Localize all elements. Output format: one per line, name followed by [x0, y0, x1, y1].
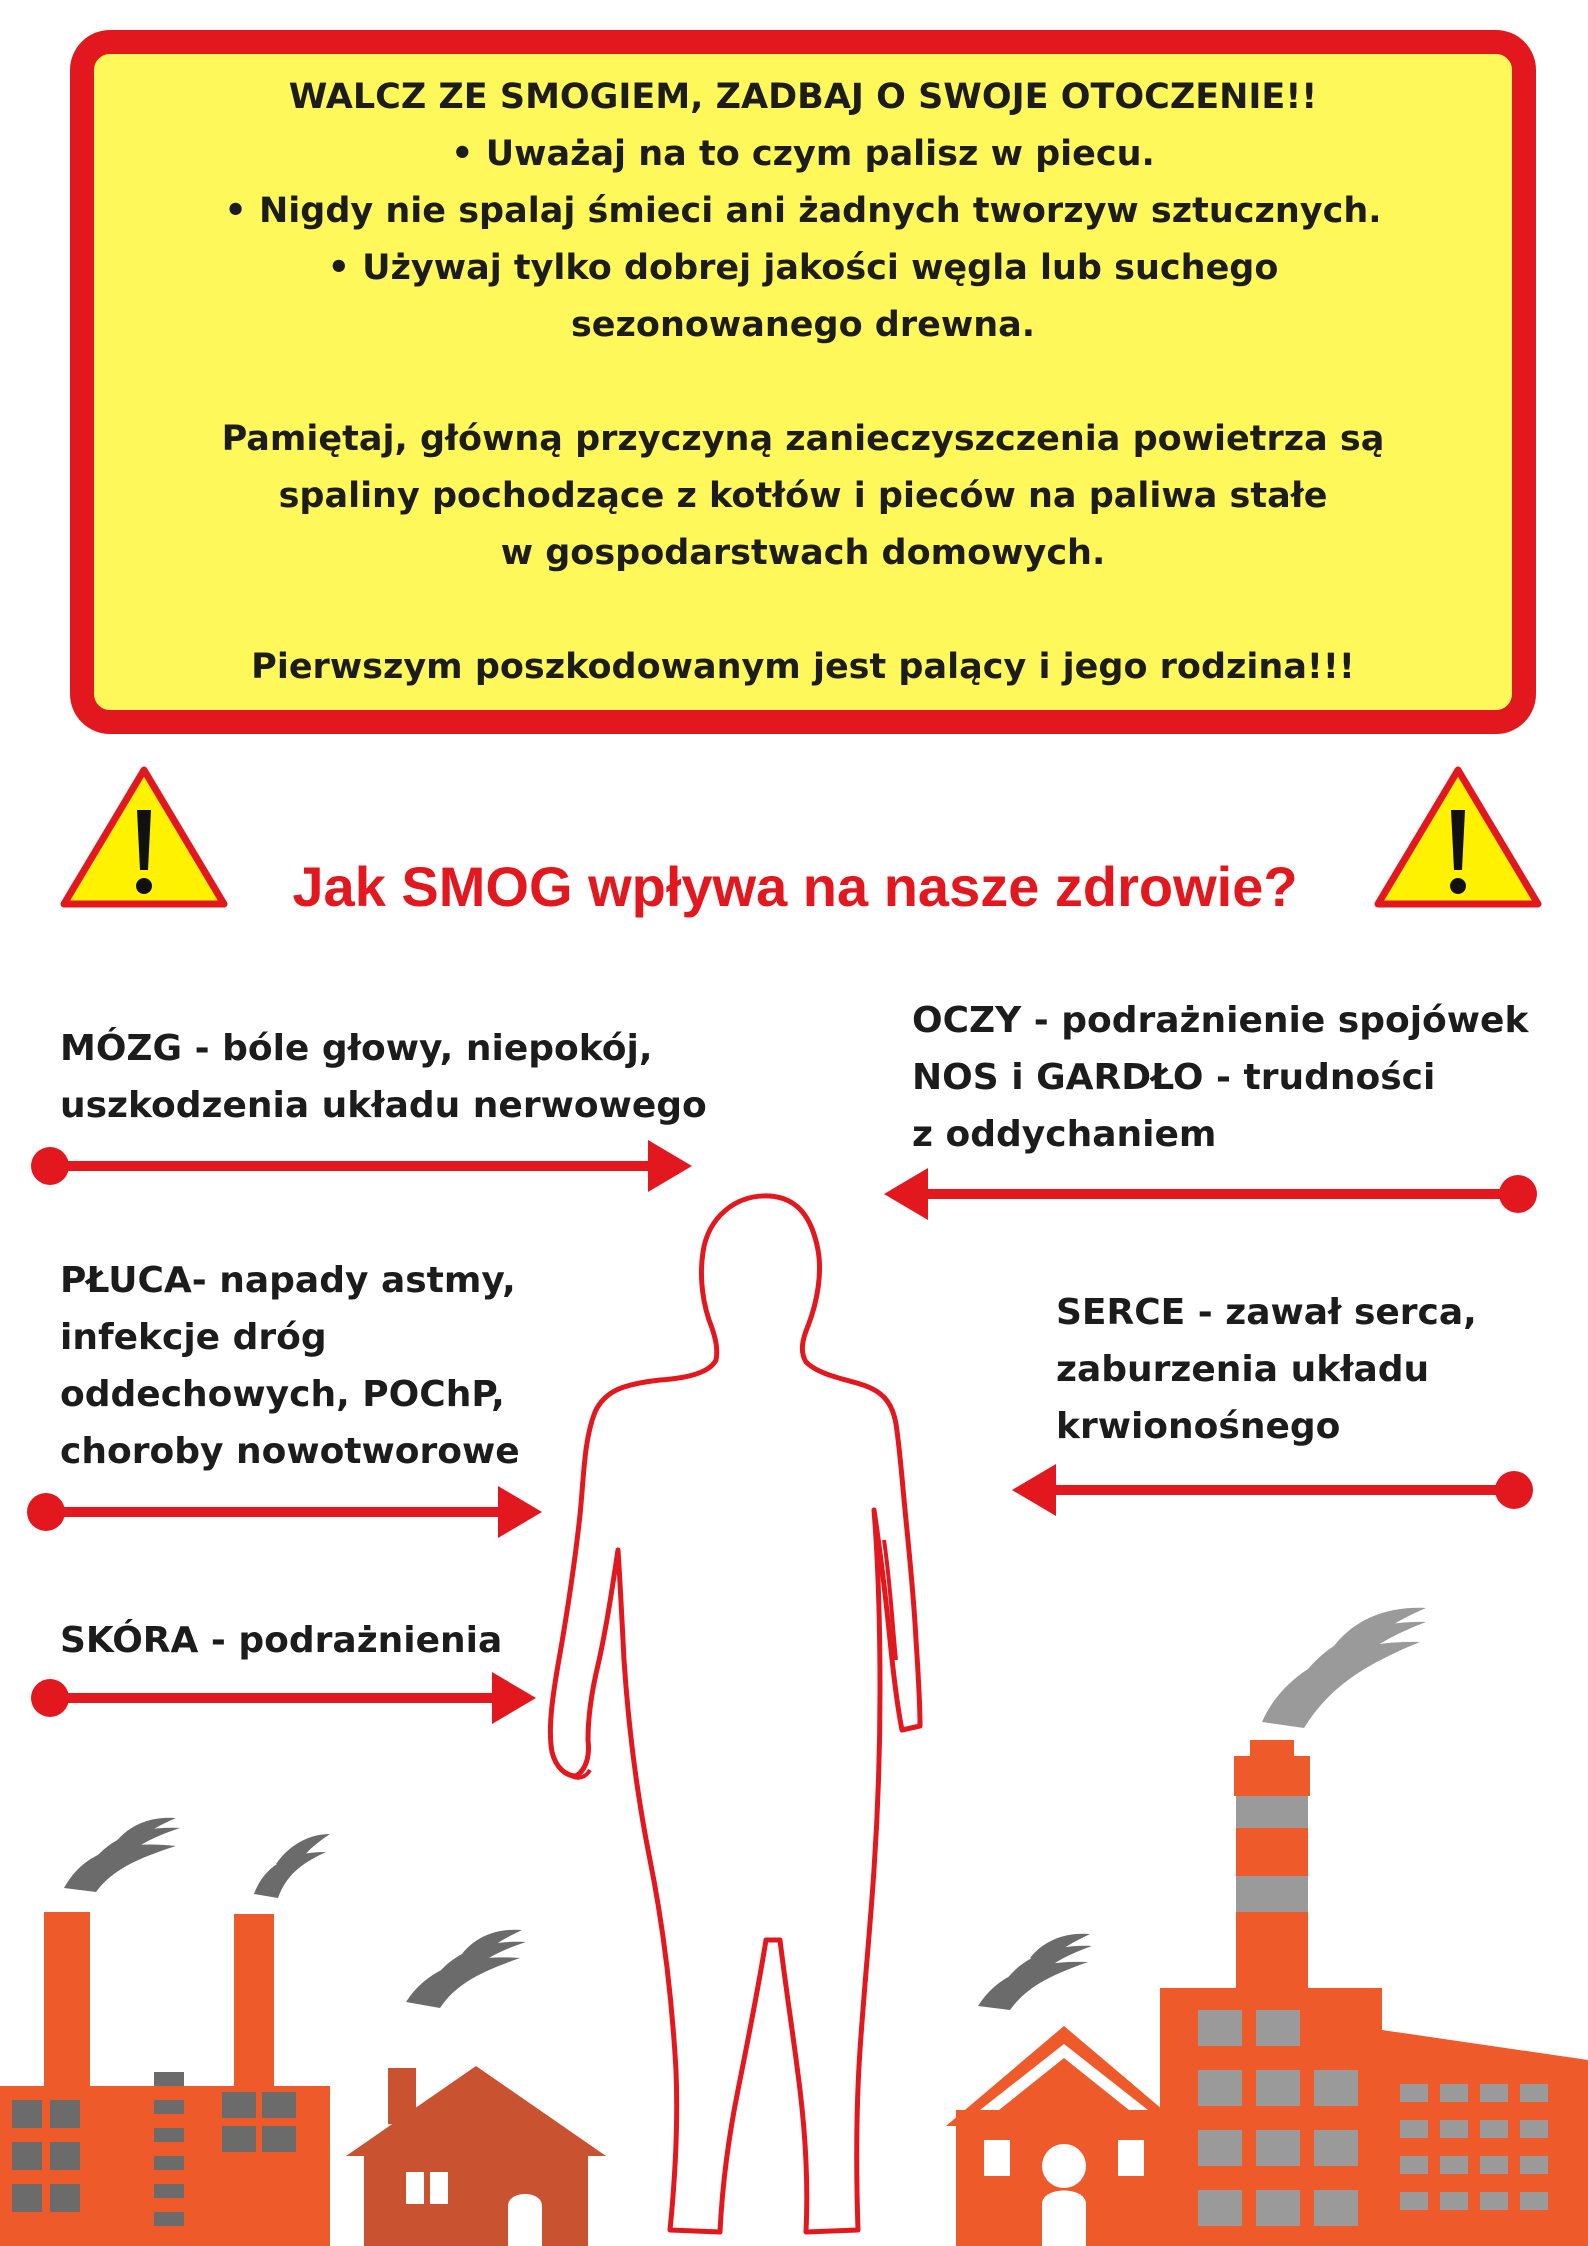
label-line: z oddychaniem	[912, 1114, 1217, 1155]
factory-icon	[0, 1912, 330, 2246]
house-icon	[946, 2026, 1182, 2246]
warning-box	[70, 30, 1536, 734]
warning-bullet: • Używaj tylko dobrej jakości węgla lub suchego	[327, 247, 1279, 288]
eyes-effect-label	[912, 992, 1528, 1163]
smoke-icon	[64, 1818, 180, 1892]
label-line: NOS i GARDŁO - trudności	[912, 1057, 1436, 1098]
label-line: zaburzenia układu	[1056, 1349, 1430, 1390]
warning-closing: Pierwszym poszkodowanym jest palący i jego rodzina!!!	[251, 646, 1355, 687]
arrow-right-lungs-icon	[16, 1482, 546, 1542]
arrow-left-heart-icon	[1006, 1460, 1546, 1520]
label-line: SKÓRA - podrażnienia	[60, 1620, 503, 1661]
brain-effect-label	[60, 1020, 707, 1134]
smoke-icon	[1262, 1608, 1426, 1728]
label-line: choroby nowotworowe	[60, 1431, 520, 1472]
page-title: Jak SMOG wpływa na nasze zdrowie?	[292, 855, 1298, 918]
lungs-effect-label	[60, 1252, 520, 1480]
arrow-left-eyes-icon	[880, 1164, 1548, 1224]
warning-bullet: • Nigdy nie spalaj śmieci ani żadnych tworzyw sztucznych.	[224, 190, 1382, 231]
reminder-line: w gospodarstwach domowych.	[500, 532, 1106, 573]
smoke-icon	[978, 1934, 1092, 2010]
label-line: infekcje dróg	[60, 1317, 327, 1358]
reminder-line: Pamiętaj, główną przyczyną zanieczyszczenia powietrza są	[221, 418, 1385, 459]
label-line: PŁUCA- napady astmy,	[60, 1260, 516, 1301]
factory-icon	[1160, 1740, 1588, 2246]
heart-effect-label	[1056, 1284, 1477, 1455]
label-line: MÓZG - bóle głowy, niepokój,	[60, 1028, 653, 1069]
warning-title: WALCZ ZE SMOGIEM, ZADBAJ O SWOJE OTOCZENIE!!	[288, 76, 1318, 117]
skin-effect-label	[60, 1612, 502, 1669]
warning-bullet: • Uważaj na to czym palisz w piecu.	[451, 133, 1155, 174]
person-outline-icon	[550, 1196, 920, 2232]
smoke-icon	[254, 1834, 330, 1898]
label-line: OCZY - podrażnienie spojówek	[912, 1000, 1529, 1041]
warning-triangle-icon	[1372, 762, 1544, 912]
label-line: SERCE - zawał serca,	[1056, 1292, 1477, 1333]
arrow-right-brain-icon	[20, 1136, 700, 1196]
label-line: oddechowych, POChP,	[60, 1374, 505, 1415]
warning-bullet: sezonowanego drewna.	[570, 304, 1036, 345]
label-line: uszkodzenia układu nerwowego	[60, 1085, 707, 1126]
house-icon	[346, 2066, 606, 2246]
warning-triangle-icon	[58, 762, 230, 912]
smoke-icon	[406, 1930, 526, 2008]
arrow-right-skin-icon	[20, 1668, 540, 1728]
label-line: krwionośnego	[1056, 1406, 1341, 1447]
reminder-line: spaliny pochodzące z kotłów i pieców na paliwa stałe	[278, 475, 1328, 516]
